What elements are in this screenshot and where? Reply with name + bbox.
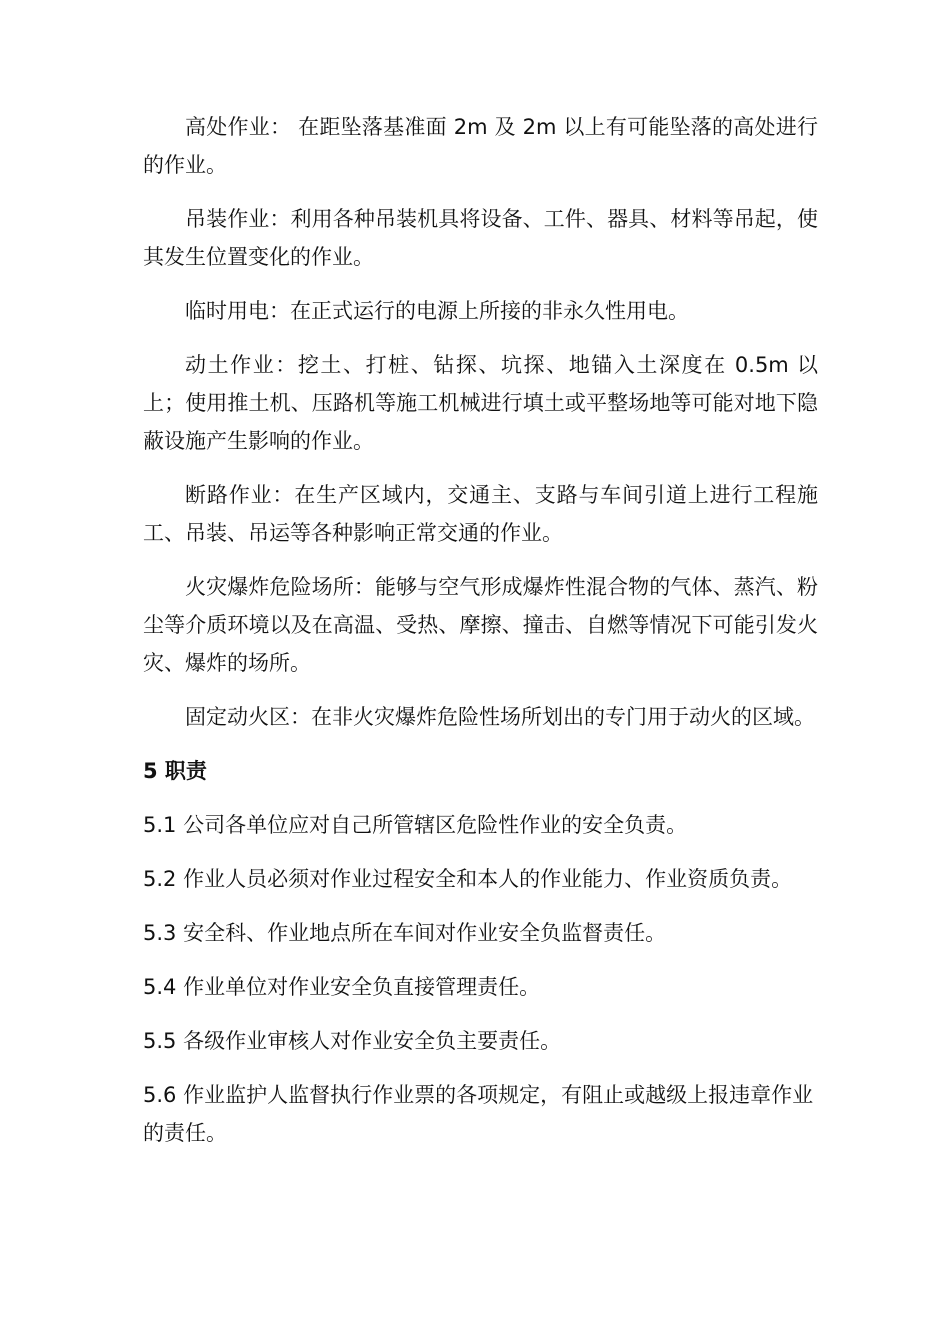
definition-text: 在正式运行的电源上所接的非永久性用电。 — [290, 299, 689, 323]
responsibility-item: 5.1 公司各单位应对自己所管辖区危险性作业的安全负责。 — [143, 813, 688, 837]
definition-paragraph — [143, 698, 818, 736]
document-body — [143, 108, 818, 1168]
definition-term: 高处作业： — [185, 115, 292, 139]
responsibility-item: 5.4 作业单位对作业安全负直接管理责任。 — [143, 975, 541, 999]
responsibility-item: 5.2 作业人员必须对作业过程安全和本人的作业能力、作业资质负责。 — [143, 867, 793, 891]
responsibility-item: 5.3 安全科、作业地点所在车间对作业安全负监督责任。 — [143, 921, 667, 945]
definition-paragraph — [143, 568, 818, 682]
definition-term: 动土作业： — [185, 353, 298, 377]
definition-paragraph — [143, 292, 818, 330]
definition-text: 在距坠落基准面 2m 及 2m 以上有可能坠落的高处进行的作业。 — [143, 115, 819, 177]
definition-text: 在非火灾爆炸危险性场所划出的专门用于动火的区域。 — [311, 705, 815, 729]
definition-term: 火灾爆炸危险场所： — [185, 575, 375, 599]
definition-paragraph — [143, 200, 818, 276]
definition-paragraph — [143, 346, 818, 460]
definition-term: 吊装作业： — [185, 207, 291, 231]
definition-paragraph — [143, 108, 818, 184]
responsibility-item: 5.5 各级作业审核人对作业安全负主要责任。 — [143, 1029, 562, 1053]
definition-text: 能够与空气形成爆炸性混合物的气体、蒸汽、粉尘等介质环境以及在高温、受热、摩擦、撞击、自燃等情况下可能引发火灾、爆炸的场所。 — [143, 575, 819, 675]
responsibility-item: 5.6 作业监护人监督执行作业票的各项规定，有阻止或越级上报违章作业的责任。 — [143, 1083, 814, 1145]
definition-paragraph — [143, 476, 818, 552]
definition-text: 挖土、打桩、钻探、坑探、地锚入土深度在 0.5m 以上；使用推土机、压路机等施工机械进行填土或平整场地等可能对地下隐蔽设施产生影响的作业。 — [143, 353, 819, 453]
definition-term: 断路作业： — [185, 483, 295, 507]
definition-text: 在生产区域内，交通主、支路与车间引道上进行工程施工、吊装、吊运等各种影响正常交通的作业。 — [143, 483, 819, 545]
definition-term: 临时用电： — [185, 299, 290, 323]
definition-term: 固定动火区： — [185, 705, 311, 729]
section-heading: 5 职责 — [143, 759, 207, 783]
definition-text: 利用各种吊装机具将设备、工件、器具、材料等吊起，使其发生位置变化的作业。 — [143, 207, 819, 269]
